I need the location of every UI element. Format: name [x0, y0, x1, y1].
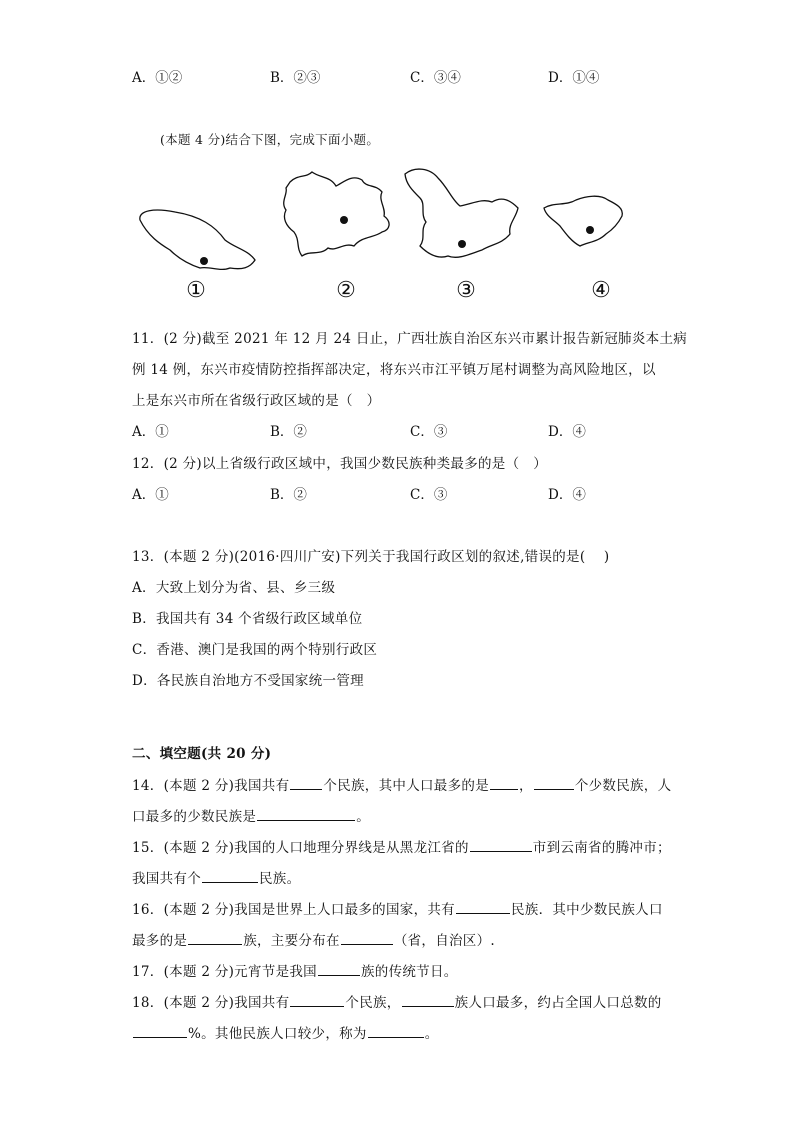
q15-line-1	[132, 836, 671, 856]
q11-option-a[interactable]: A．①	[132, 424, 169, 440]
option-d[interactable]: D．①④	[548, 70, 600, 86]
map-label-3: ③	[456, 278, 476, 303]
q18-text-b: 个民族，	[345, 995, 401, 1011]
map-label-1: ①	[186, 278, 206, 303]
q13-line: 13．(本题 2 分)(2016·四川广安)下列关于我国行政区划的叙述,错误的是( )	[132, 549, 610, 565]
q11-option-d[interactable]: D．④	[548, 424, 586, 440]
q18-blank-4[interactable]	[368, 1024, 424, 1038]
q14-text-d: 个少数民族，人	[574, 778, 672, 794]
q12-option-a[interactable]: A．①	[132, 487, 169, 503]
q14-text-f: 。	[356, 809, 371, 825]
q16-text-d: 族，主要分布在	[243, 933, 340, 949]
q17-text-b: 族的传统节日。	[360, 964, 458, 980]
q16-text-c: 最多的是	[132, 933, 188, 949]
q11-option-b[interactable]: B．②	[270, 424, 307, 440]
q14-text-b: 个民族，其中人口最多的是	[323, 778, 489, 794]
q15-line-2	[132, 867, 300, 887]
q12-option-b[interactable]: B．②	[270, 487, 307, 503]
q11-line-1: 11．(2 分)截至 2021 年 12 月 24 日止，广西壮族自治区东兴市累计报告新冠肺炎本土病	[132, 331, 688, 347]
q17-line	[132, 960, 458, 980]
q18-blank-3[interactable]	[133, 1024, 187, 1038]
q13-option-b[interactable]: B．我国共有 34 个省级行政区域单位	[132, 611, 363, 627]
q16-blank-2[interactable]	[188, 931, 242, 945]
province-map-1	[140, 210, 255, 269]
option-b[interactable]: B．②③	[270, 70, 321, 86]
map-label-4: ④	[591, 278, 611, 303]
q17-blank-1[interactable]	[318, 962, 360, 976]
q16-text-b: 民族．其中少数民族人口	[510, 902, 663, 918]
option-a[interactable]: A．①②	[132, 70, 183, 86]
q14-line-1	[132, 774, 671, 794]
q16-text-a: 16．(本题 2 分)我国是世界上人口最多的国家，共有	[132, 902, 455, 918]
q14-text-a: 14．(本题 2 分)我国共有	[132, 778, 290, 794]
q12-option-c[interactable]: C．③	[410, 487, 448, 503]
capital-dot-4	[586, 226, 594, 234]
q18-blank-1[interactable]	[290, 993, 344, 1007]
section-fill-in-heading: 二、填空题(共 20 分)	[132, 746, 272, 762]
map-question-intro: (本题 4 分)结合下图，完成下面小题。	[160, 132, 380, 147]
q14-blank-1[interactable]	[290, 776, 322, 790]
q11-option-c[interactable]: C．③	[410, 424, 448, 440]
option-c[interactable]: C．③④	[410, 70, 461, 86]
q18-text-e: 。	[424, 1026, 439, 1042]
q13-option-c[interactable]: C．香港、澳门是我国的两个特别行政区	[132, 642, 378, 658]
q14-blank-3[interactable]	[534, 776, 574, 790]
q14-line-2	[132, 805, 370, 825]
q14-blank-2[interactable]	[490, 776, 518, 790]
q16-text-e: （省，自治区）.	[393, 933, 496, 949]
q18-blank-2[interactable]	[402, 993, 454, 1007]
q18-text-a: 18．(本题 2 分)我国共有	[132, 995, 290, 1011]
province-map-4	[544, 196, 622, 246]
q18-line-1	[132, 991, 662, 1011]
q15-blank-1[interactable]	[470, 838, 532, 852]
capital-dot-2	[340, 216, 348, 224]
q14-text-e: 口最多的少数民族是	[132, 809, 257, 825]
q16-blank-1[interactable]	[456, 900, 510, 914]
q14-blank-4[interactable]	[257, 807, 355, 821]
q15-blank-2[interactable]	[202, 869, 258, 883]
q13-option-a[interactable]: A．大致上划分为省、县、乡三级	[132, 580, 336, 596]
q12-line: 12．(2 分)以上省级行政区域中，我国少数民族种类最多的是（ ）	[132, 456, 547, 472]
q18-text-d: %。其他民族人口较少，称为	[188, 1026, 367, 1042]
province-maps-figure	[130, 160, 630, 310]
q14-text-c: ，	[519, 778, 533, 794]
q13-option-d[interactable]: D．各民族自治地方不受国家统一管理	[132, 673, 364, 689]
capital-dot-3	[458, 240, 466, 248]
q18-line-2	[132, 1022, 439, 1042]
q15-text-a: 15．(本题 2 分)我国的人口地理分界线是从黑龙江省的	[132, 840, 469, 856]
q17-text-a: 17．(本题 2 分)元宵节是我国	[132, 964, 317, 980]
q15-text-b: 市到云南省的腾冲市；	[532, 840, 671, 856]
q16-blank-3[interactable]	[341, 931, 393, 945]
map-label-2: ②	[336, 278, 356, 303]
province-map-2	[284, 172, 389, 256]
q12-option-d[interactable]: D．④	[548, 487, 586, 503]
q15-text-d: 民族。	[259, 871, 301, 887]
q11-line-2: 例 14 例，东兴市疫情防控指挥部决定，将东兴市江平镇万尾村调整为高风险地区，以	[132, 362, 656, 378]
capital-dot-1	[200, 257, 208, 265]
q11-line-3: 上是东兴市所在省级行政区域的是（ ）	[132, 393, 381, 409]
q18-text-c: 族人口最多，约占全国人口总数的	[454, 995, 662, 1011]
q15-text-c: 我国共有个	[132, 871, 201, 887]
q16-line-2	[132, 929, 495, 949]
q16-line-1	[132, 898, 663, 918]
